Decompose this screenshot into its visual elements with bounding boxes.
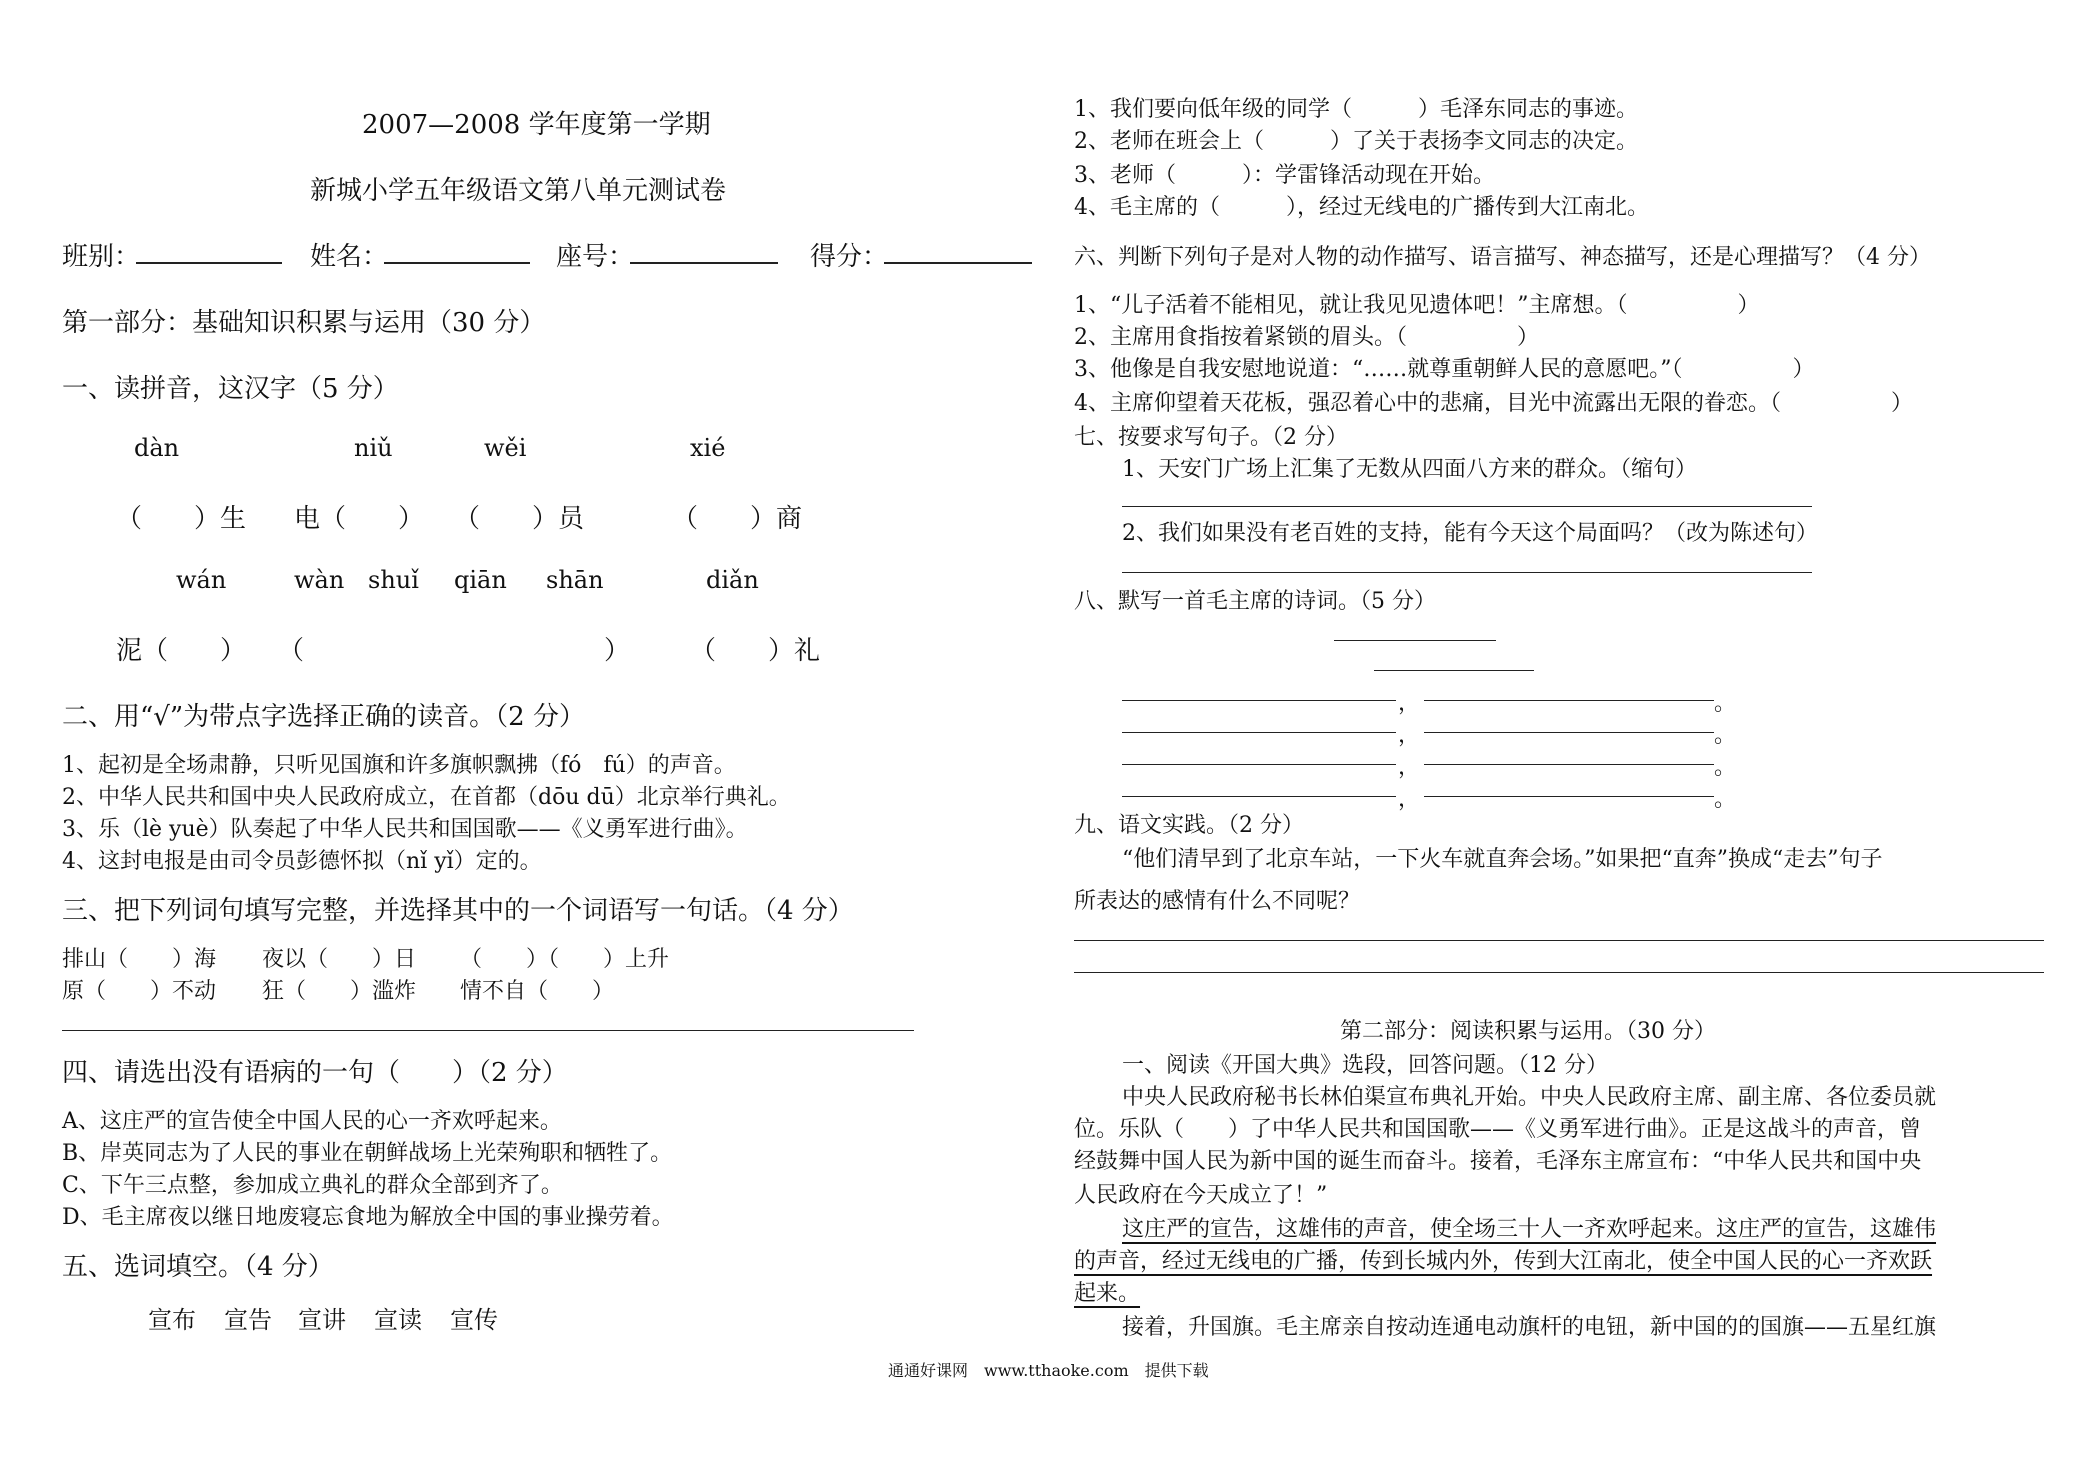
exam-title: 新城小学五年级语文第八单元测试卷 [310,176,727,206]
poem-comma-2: ， [1398,723,1421,748]
reading-para2-line2: 的声音，经过无线电的广播，传到长城内外，传到大江南北，使全中国人民的心一齐欢跃 [1074,1249,1933,1274]
q7-item-1: 1、天安门广场上汇集了无数从四面八方来的群众。（缩句） [1122,457,1697,482]
part2-q1-heading: 一、阅读《开国大典》选段，回答问题。（12 分） [1122,1053,1608,1078]
pinyin-shan: shān [546,566,604,594]
q7-heading: 七、按要求写句子。（2 分） [1074,425,1348,450]
poem-period-4: 。 [1714,787,1737,812]
poem-author-line[interactable] [1374,670,1534,671]
q2-item-4: 4、这封电报是由司令员彭德怀拟（nǐ yǐ）定的。 [62,849,542,874]
poem-period-1: 。 [1714,691,1737,716]
poem-title-line[interactable] [1334,640,1496,641]
pinyin-dian: diǎn [706,566,759,594]
pinyin-wan2: wàn [294,566,345,594]
q4-option-b: B、岸英同志为了人民的事业在朝鲜战场上光荣殉职和牺牲了。 [62,1141,673,1166]
poem-line-1a[interactable] [1122,700,1396,701]
q6-item-4: 4、主席仰望着天花板，强忍着心中的悲痛，目光中流露出无限的眷恋。（ ） [1074,391,1913,416]
q8-heading: 八、默写一首毛主席的诗词。（5 分） [1074,589,1436,614]
score-field-input[interactable] [884,262,1032,264]
name-field-label: 姓名： [310,242,389,272]
q4-heading: 四、请选出没有语病的一句（ ）（2 分） [62,1058,568,1088]
poem-period-3: 。 [1714,755,1737,780]
q4-option-a: A、这庄严的宣告使全中国人民的心一齐欢呼起来。 [62,1109,562,1134]
q5-word-2: 宣告 [224,1306,272,1334]
q4-option-c: C、下午三点整，参加成立典礼的群众全部到齐了。 [62,1173,563,1198]
q6-item-2: 2、主席用食指按着紧锁的眉头。（ ） [1074,325,1539,350]
q4-option-d: D、毛主席夜以继日地废寝忘食地为解放全中国的事业操劳着。 [62,1205,674,1230]
q5-word-1: 宣布 [148,1306,196,1334]
q6-heading: 六、判断下列句子是对人物的动作描写、语言描写、神态描写，还是心理描写？（4 分） [1074,245,1931,270]
seat-field-input[interactable] [630,262,778,264]
q5-item-3: 3、老师（ ）：学雷锋活动现在开始。 [1074,163,1495,188]
q2-heading: 二、用“√”为带点字选择正确的读音。（2 分） [62,702,585,732]
fill-blank-6-close: ） [604,636,631,666]
q2-item-1: 1、起初是全场肃静，只听见国旗和许多旗帜飘拂（fó fú）的声音。 [62,753,736,778]
pinyin-shui: shuǐ [368,566,419,594]
reading-para1-line4: 人民政府在今天成立了！” [1074,1183,1328,1208]
reading-para1-line1: 中央人民政府秘书长林伯渠宣布典礼开始。中央人民政府主席、副主席、各位委员就 [1122,1085,1937,1110]
q6-item-1: 1、“儿子活着不能相见，就让我见见遗体吧！”主席想。（ ） [1074,293,1760,318]
q2-item-3: 3、乐（lè yuè）队奏起了中华人民共和国国歌——《义勇军进行曲》。 [62,817,748,842]
q3-phrase-5[interactable]: 狂（ ）滥炸 [262,979,417,1004]
reading-para1-line3: 经鼓舞中国人民为新中国的诞生而奋斗。接着，毛泽东主席宣布：“中华人民共和国中央 [1074,1149,1922,1174]
q2-item-2: 2、中华人民共和国中央人民政府成立，在首都（dōu dū）北京举行典礼。 [62,785,791,810]
fill-blank-6-open[interactable]: （ [278,636,305,666]
fill-blank-5[interactable]: 泥（ ） [116,636,247,666]
q7-answer-line-2[interactable] [1122,572,1812,573]
name-field-input[interactable] [384,262,530,264]
q3-heading: 三、把下列词句填写完整，并选择其中的一个词语写一句话。（4 分） [62,896,854,926]
q5-item-2: 2、老师在班会上（ ）了关于表扬李文同志的决定。 [1074,129,1638,154]
fill-blank-2[interactable]: 电（ ） [294,504,425,534]
q5-item-1: 1、我们要向低年级的同学（ ）毛泽东同志的事迹。 [1074,97,1638,122]
fill-blank-1[interactable]: （ ）生 [116,504,247,534]
q6-item-3: 3、他像是自我安慰地说道：“……就尊重朝鲜人民的意愿吧。”（ ） [1074,357,1815,382]
pinyin-wan: wán [176,566,227,594]
poem-line-3a[interactable] [1122,764,1396,765]
poem-comma-1: ， [1398,691,1421,716]
poem-comma-3: ， [1398,755,1421,780]
q5-heading: 五、选词填空。（4 分） [62,1252,334,1282]
pinyin-niu: niǔ [354,434,393,462]
poem-period-2: 。 [1714,723,1737,748]
class-field-label: 班别： [62,242,141,272]
reading-para2-line3: 起来。 [1074,1281,1141,1306]
reading-para1-line2: 位。乐队（ ）了中华人民共和国国歌——《义勇军进行曲》。正是这战斗的声音，曾 [1074,1117,1922,1142]
q9-heading: 九、语文实践。（2 分） [1074,813,1304,838]
q3-phrase-3[interactable]: （ ）（ ）上升 [460,947,670,972]
q3-phrase-6[interactable]: 情不自（ ） [460,979,615,1004]
poem-line-4a[interactable] [1122,796,1396,797]
pinyin-wei: wěi [484,434,527,462]
fill-blank-7[interactable]: （ ）礼 [690,636,821,666]
q7-answer-line-1[interactable] [1122,506,1812,507]
poem-line-1b[interactable] [1424,700,1714,701]
part2-heading: 第二部分：阅读积累与运用。（30 分） [1340,1019,1716,1044]
seat-field-label: 座号： [556,242,635,272]
part1-heading: 第一部分：基础知识积累与运用（30 分） [62,308,546,338]
fill-blank-4[interactable]: （ ）商 [672,504,803,534]
class-field-input[interactable] [136,262,282,264]
q7-item-2: 2、我们如果没有老百姓的支持，能有今天这个局面吗？（改为陈述句） [1122,521,1818,546]
q9-answer-line-1[interactable] [1074,940,2044,941]
poem-line-2b[interactable] [1424,732,1714,733]
q5-word-5: 宣传 [450,1306,498,1334]
q9-answer-line-2[interactable] [1074,972,2044,973]
poem-comma-4: ， [1398,787,1421,812]
poem-line-3b[interactable] [1424,764,1714,765]
q5-item-4: 4、毛主席的（ ），经过无线电的广播传到大江南北。 [1074,195,1649,220]
q5-word-4: 宣读 [374,1306,422,1334]
reading-para3-line1: 接着，升国旗。毛主席亲自按动连通电动旗杆的电钮，新中国的的国旗——五星红旗 [1122,1315,1937,1340]
q3-answer-line[interactable] [62,1030,914,1031]
footer-credit: 通通好课网 www.tthaoke.com 提供下载 [888,1361,1209,1380]
pinyin-qian: qiān [454,566,507,594]
q3-phrase-2[interactable]: 夜以（ ）日 [262,947,417,972]
score-field-label: 得分： [810,242,889,272]
q3-phrase-4[interactable]: 原（ ）不动 [62,979,217,1004]
poem-line-4b[interactable] [1424,796,1714,797]
pinyin-dan: dàn [134,434,180,462]
pinyin-xie: xié [690,434,726,462]
q9-text-2: 所表达的感情有什么不同呢？ [1074,889,1361,914]
q3-phrase-1[interactable]: 排山（ ）海 [62,947,217,972]
term-heading: 2007—2008 学年度第一学期 [362,110,711,140]
q9-text-1: “他们清早到了北京车站，一下火车就直奔会场。”如果把“直奔”换成“走去”句子 [1122,847,1883,872]
reading-para2-line1: 这庄严的宣告，这雄伟的声音，使全场三十人一齐欢呼起来。这庄严的宣告，这雄伟 [1122,1217,1937,1242]
q5-word-3: 宣讲 [298,1306,346,1334]
poem-line-2a[interactable] [1122,732,1396,733]
q1-heading: 一、读拼音，这汉字（5 分） [62,374,399,404]
fill-blank-3[interactable]: （ ）员 [454,504,585,534]
